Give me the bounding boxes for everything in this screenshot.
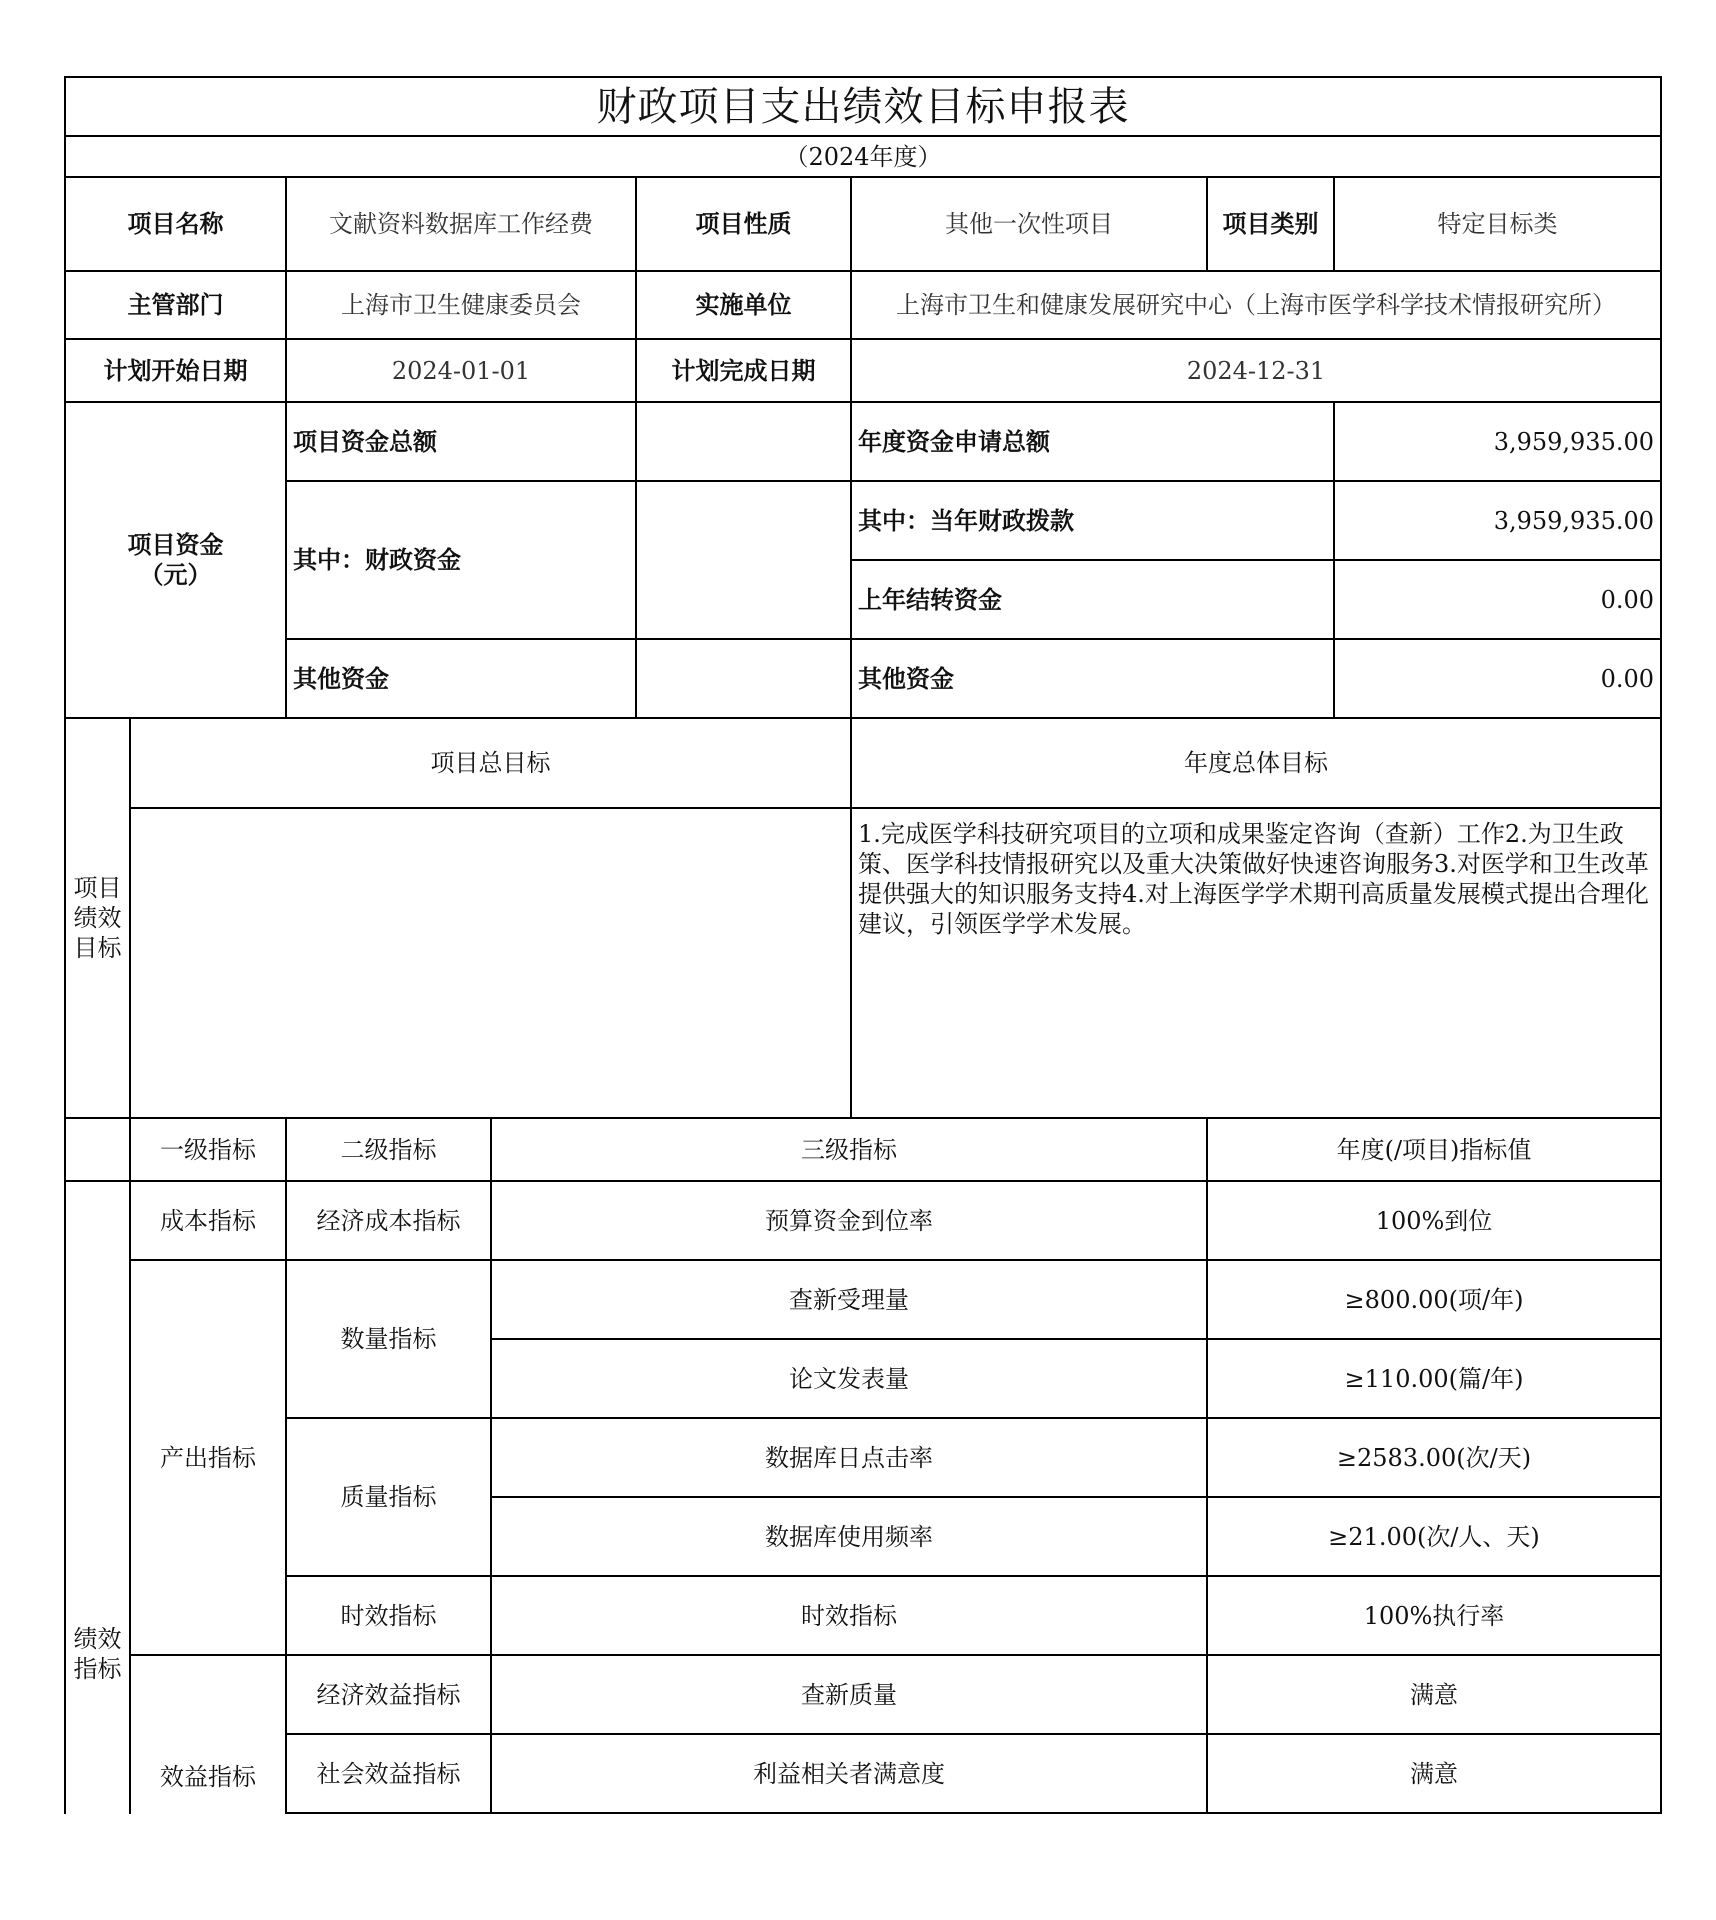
funds-label-line2: （元）: [139, 560, 212, 589]
carryover-value: 0.00: [1600, 585, 1654, 614]
project-category-label: 项目类别: [1222, 209, 1319, 238]
target-value-row-3: ≥110.00(篇/年): [1344, 1364, 1524, 1393]
project-nature-value: 其他一次性项目: [945, 210, 1113, 238]
level3-row-4: 数据库日点击率: [765, 1443, 933, 1472]
total-funds-value: [637, 403, 850, 480]
target-value-row-6: 100%执行率: [1363, 1601, 1505, 1630]
annual-goal-header: 年度总体目标: [1184, 749, 1328, 777]
end-date-value: 2024-12-31: [1186, 356, 1326, 385]
target-value-row-7: 满意: [1410, 1680, 1458, 1709]
overall-goal-text: [131, 809, 850, 1117]
current-appropriation-label: 其中：当年财政拨款: [858, 505, 1074, 535]
project-category-value: 特定目标类: [1437, 210, 1558, 238]
level3-row-8: 利益相关者满意度: [753, 1759, 945, 1788]
end-date-label: 计划完成日期: [671, 355, 816, 385]
target-value-row-8: 满意: [1410, 1759, 1458, 1788]
project-name-value: 文献资料数据库工作经费: [329, 210, 593, 238]
form-year: （2024年度）: [784, 142, 942, 171]
level2-economic-benefit: 经济效益指标: [316, 1680, 461, 1709]
annual-request-label: 年度资金申请总额: [858, 426, 1050, 456]
indicator-header-blank: [66, 1119, 129, 1180]
other-funds-value-left: [637, 640, 850, 717]
level1-cost: 成本指标: [160, 1206, 256, 1235]
other-funds-label-left: 其他资金: [293, 663, 389, 693]
level1-header: 一级指标: [160, 1135, 256, 1164]
level3-row-1: 预算资金到位率: [765, 1206, 933, 1235]
total-funds-label: 项目资金总额: [293, 426, 437, 456]
level3-row-3: 论文发表量: [789, 1364, 909, 1393]
level1-benefit: 效益指标: [160, 1763, 256, 1791]
start-date-label: 计划开始日期: [103, 355, 248, 385]
level2-header: 二级指标: [340, 1135, 437, 1164]
level3-row-6: 时效指标: [801, 1601, 897, 1630]
project-nature-label: 项目性质: [695, 209, 792, 238]
current-appropriation-value: 3,959,935.00: [1493, 506, 1654, 535]
funds-label-line1: 项目资金: [127, 530, 224, 559]
implementing-unit-label: 实施单位: [695, 290, 792, 319]
level2-timeliness: 时效指标: [340, 1601, 437, 1630]
level2-social-benefit: 社会效益指标: [316, 1759, 461, 1788]
supervising-dept-label: 主管部门: [127, 290, 224, 319]
performance-goals-label: 项目绩效目标: [73, 874, 122, 962]
target-value-row-5: ≥21.00(次/人、天): [1328, 1522, 1540, 1551]
level1-output: 产出指标: [160, 1443, 256, 1472]
start-date-value: 2024-01-01: [391, 356, 531, 385]
level2-economic-cost: 经济成本指标: [316, 1206, 461, 1235]
carryover-label: 上年结转资金: [858, 584, 1002, 614]
project-name-label: 项目名称: [127, 209, 224, 238]
annual-request-value: 3,959,935.00: [1493, 427, 1654, 456]
level2-quality: 质量指标: [340, 1483, 437, 1511]
other-funds-value-right: 0.00: [1600, 664, 1654, 693]
level2-quantity: 数量指标: [340, 1325, 437, 1353]
supervising-dept-value: 上海市卫生健康委员会: [341, 291, 581, 319]
target-value-row-4: ≥2583.00(次/天): [1336, 1443, 1532, 1472]
level3-row-2: 查新受理量: [789, 1285, 909, 1314]
funds-section-label: [66, 403, 285, 717]
target-value-header: 年度(/项目)指标值: [1336, 1135, 1532, 1164]
fiscal-funds-label: 其中：财政资金: [293, 545, 461, 574]
annual-goal-text: 1.完成医学科技研究项目的立项和成果鉴定咨询（查新）工作2.为卫生政策、医学科技情报研究以及重大决策做好快速咨询服务3.对医学和卫生改革提供强大的知识服务支持4.对上海医学学术期刊高质量发展模式提出合理化建议，引领医学学术发展。: [858, 820, 1649, 938]
implementing-unit-value: 上海市卫生和健康发展研究中心（上海市医学科学技术情报研究所）: [896, 291, 1616, 319]
level3-row-5: 数据库使用频率: [765, 1522, 933, 1551]
fiscal-funds-value: [637, 482, 850, 638]
level3-header: 三级指标: [801, 1135, 897, 1164]
level3-row-7: 查新质量: [801, 1680, 897, 1709]
other-funds-label-right: 其他资金: [858, 663, 954, 693]
target-value-row-1: 100%到位: [1375, 1206, 1493, 1235]
target-value-row-2: ≥800.00(项/年): [1344, 1285, 1524, 1314]
performance-indicators-label: 绩效指标: [73, 1625, 122, 1683]
form-title: 财政项目支出绩效目标申报表: [596, 83, 1130, 130]
overall-goal-header: 项目总目标: [430, 749, 551, 777]
